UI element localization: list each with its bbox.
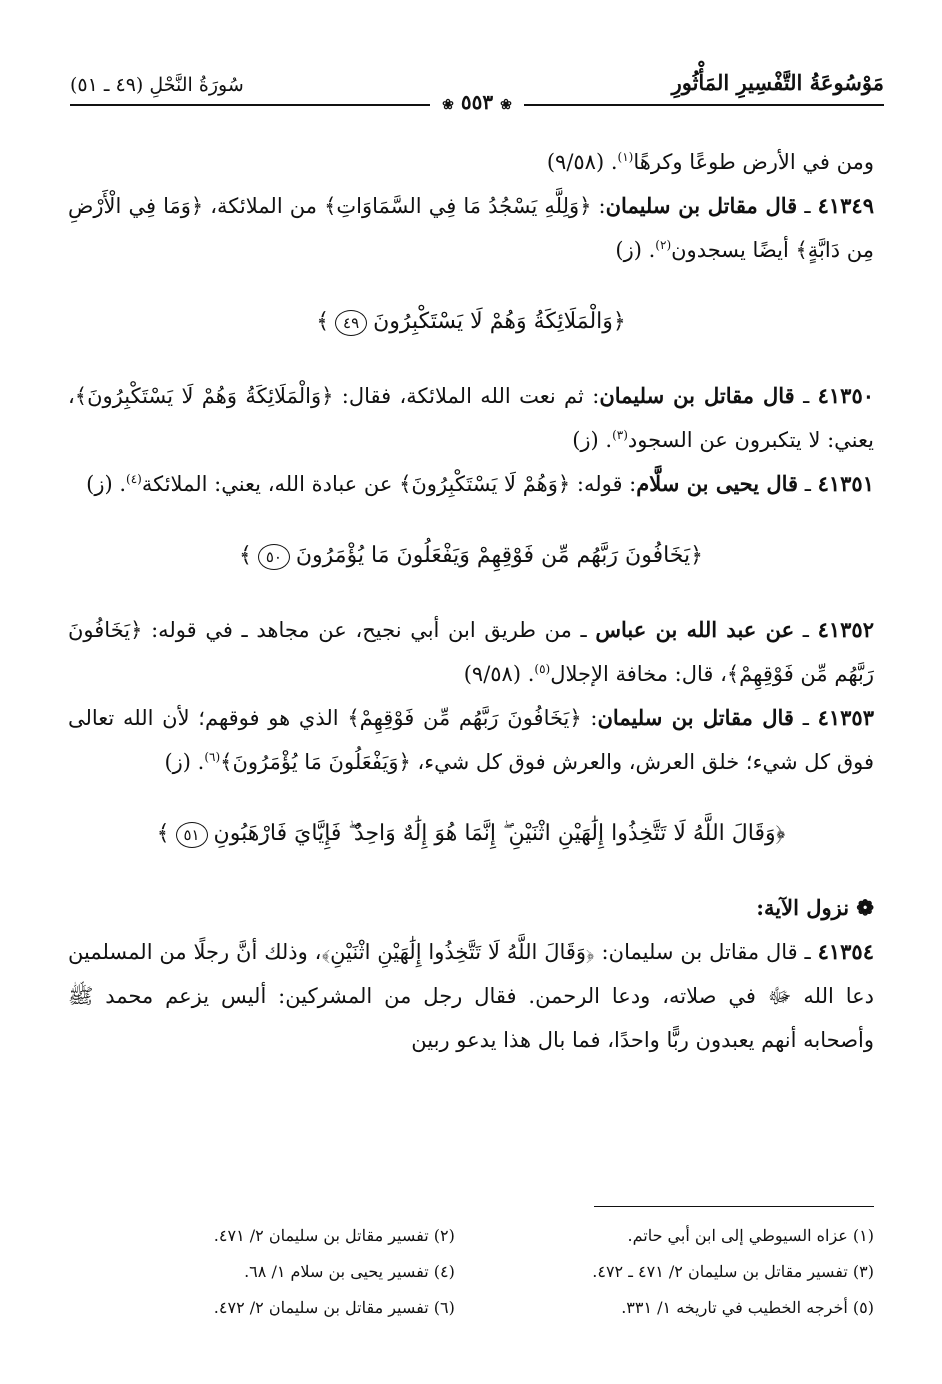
narrator: قال يحيى بن سلَّام <box>636 471 799 496</box>
footnote-ref[interactable]: (٤) <box>126 472 142 486</box>
narration-41354: ٤١٣٥٤ ـ قال مقاتل بن سليمان: ﴿وَقَالَ اللَّهُ لَا تَتَّخِذُوا إِلَٰهَيْنِ اثْنَيْنِ﴾، وذلك أنَّ رجلًا من المسلمين دعا الله ﷻ في صلاته، ودعا الرحمن. فقال رجل من المشركين: أليس يزعم محمد ﷺ وأصحابه أنهم يعبدون ربًّا واحدًا، فما بال هذا يدعو ربين <box>68 939 874 1052</box>
main-text <box>68 140 874 1062</box>
footnote-rule <box>594 1206 874 1207</box>
ayah-text: ﴿وَقَالَ اللَّهُ لَا تَتَّخِذُوا إِلَٰهَيْنِ اثْنَيْنِ ۖ إِنَّمَا هُوَ إِلَٰهٌ وَاحِدٌ ۖ فَإِيَّايَ فَارْهَبُونِ <box>213 821 786 846</box>
narration-number: ٤١٣٥٢ <box>817 617 874 642</box>
paragraph-text: : قوله: ﴿وَهُمْ لَا يَسْتَكْبِرُونَ﴾ عن عبادة الله، يعني: الملائكة <box>141 472 637 496</box>
paragraph-tail: . (ز) <box>164 750 205 774</box>
paragraph-text: : ﴿يَخَافُونَ رَبَّهُم مِّن فَوْقِهِمْ﴾ الذي هو فوقهم؛ لأن الله تعالى فوق كل شيء؛ خلق العرش، والعرش فوق كل شيء، ﴿وَيَفْعَلُونَ مَا يُؤْمَرُونَ﴾ <box>68 706 874 774</box>
narration-41351: ٤١٣٥١ ـ قال يحيى بن سلَّام: قوله: ﴿وَهُمْ لَا يَسْتَكْبِرُونَ﴾ عن عبادة الله، يعني: الملائكة$^{(٤)}$. (ز) <box>86 471 874 496</box>
paragraph-tail: . (٩/٥٨) <box>463 662 535 686</box>
narrator: عن عبد الله بن عباس <box>595 617 795 642</box>
footnote-ref[interactable]: (٥) <box>534 662 551 676</box>
paragraph-tail: . (ز) <box>86 472 127 496</box>
ayah-number: ٥٠ <box>258 544 290 570</box>
narrator: قال مقاتل بن سليمان <box>599 383 795 408</box>
paragraph-tail: . (٩/٥٨) <box>546 150 618 174</box>
paragraph-tail: . (ز) <box>615 238 656 262</box>
footnote-column-left <box>68 1218 455 1326</box>
narration-number: ٤١٣٥٤ <box>817 939 874 964</box>
page-header <box>70 70 884 114</box>
ayah-text: ﴿يَخَافُونَ رَبَّهُم مِّن فَوْقِهِمْ وَيَفْعَلُونَ مَا يُؤْمَرُونَ <box>295 543 704 568</box>
narration-number: ٤١٣٥٣ <box>817 705 874 730</box>
ayah-51 <box>68 812 874 856</box>
paragraph-continuation <box>68 140 874 184</box>
book-title: مَوْسُوعَةُ التَّفْسِيرِ المَأْثُورِ <box>671 70 884 95</box>
section-title: نزول الآية: <box>756 895 850 920</box>
ayah-49 <box>68 300 874 344</box>
ayah-bracket: ﴾ <box>156 821 170 846</box>
footnote-ref[interactable]: (٦) <box>204 750 221 764</box>
footnote-ref[interactable]: (٣) <box>612 428 628 442</box>
ayah-text: ﴿وَالْمَلَائِكَةُ وَهُمْ لَا يَسْتَكْبِرُونَ <box>373 309 626 334</box>
footnote-ref[interactable]: (١) <box>617 150 634 164</box>
page-number: ٥٥٣ <box>460 90 494 114</box>
ayah-bracket: ﴾ <box>316 309 330 334</box>
narrator: قال مقاتل بن سليمان <box>608 940 798 964</box>
narration-number: ٤١٣٤٩ <box>817 193 874 218</box>
surah-label: سُورَةُ النَّحْلِ (٤٩ ـ ٥١) <box>70 74 244 96</box>
footnote-3: (٣) تفسير مقاتل بن سليمان ٢/ ٤٧١ ـ ٤٧٢. <box>592 1262 874 1281</box>
paragraph-text: ومن في الأرض طوعًا وكرهًا <box>633 150 874 174</box>
ornament-icon: ❀ <box>500 97 512 113</box>
narrator: قال مقاتل بن سليمان <box>597 705 794 730</box>
section-heading <box>68 886 874 930</box>
narration-number: ٤١٣٥١ <box>817 471 874 496</box>
narration-41349: ٤١٣٤٩ ـ قال مقاتل بن سليمان: ﴿وَلِلَّهِ يَسْجُدُ مَا فِي السَّمَاوَاتِ﴾ من الملائكة، ﴿وَمَا فِي الْأَرْضِ مِن دَابَّةٍ﴾ أيضًا يسجدون$^{(٢)}$. (ز) <box>68 193 874 262</box>
ayah-number: ٥١ <box>176 822 208 848</box>
footnote-column-right <box>487 1218 874 1326</box>
paragraph-text: ـ من طريق ابن أبي نجيح، عن مجاهد ـ في قوله: ﴿يَخَافُونَ رَبَّهُم مِّن فَوْقِهِمْ﴾، قال: مخافة الإجلال <box>68 618 874 686</box>
ayah-bracket: ﴾ <box>238 543 252 568</box>
paragraph-text: : ثم نعت الله الملائكة، فقال: ﴿وَالْمَلَائِكَةُ وَهُمْ لَا يَسْتَكْبِرُونَ﴾، يعني: لا يتكبرون عن السجود <box>68 384 874 452</box>
narration-41353: ٤١٣٥٣ ـ قال مقاتل بن سليمان: ﴿يَخَافُونَ رَبَّهُم مِّن فَوْقِهِمْ﴾ الذي هو فوقهم؛ لأن الله تعالى فوق كل شيء؛ خلق العرش، والعرش فوق كل شيء، ﴿وَيَفْعَلُونَ مَا يُؤْمَرُونَ﴾$^{(٦)}$. (ز) <box>68 705 874 774</box>
footnote-6: (٦) تفسير مقاتل بن سليمان ٢/ ٤٧٢. <box>213 1298 455 1317</box>
footnote-4: (٤) تفسير يحيى بن سلام ١/ ٦٨. <box>244 1262 455 1281</box>
narrator: قال مقاتل بن سليمان <box>605 193 798 218</box>
paragraph-text: : ﴿وَلِلَّهِ يَسْجُدُ مَا فِي السَّمَاوَاتِ﴾ من الملائكة، ﴿وَمَا فِي الْأَرْضِ مِن دَابَّةٍ﴾ أيضًا يسجدون <box>68 194 874 262</box>
footnote-2: (٢) تفسير مقاتل بن سليمان ٢/ ٤٧١. <box>213 1226 455 1245</box>
page-number-group <box>430 90 524 114</box>
footnote-1: (١) عزاه السيوطي إلى ابن أبي حاتم. <box>627 1226 874 1245</box>
narration-41350: ٤١٣٥٠ ـ قال مقاتل بن سليمان: ثم نعت الله الملائكة، فقال: ﴿وَالْمَلَائِكَةُ وَهُمْ لَا يَسْتَكْبِرُونَ﴾، يعني: لا يتكبرون عن السجود$^{(٣)}$. (ز) <box>68 383 875 452</box>
paragraph-tail: . (ز) <box>572 428 613 452</box>
narration-number: ٤١٣٥٠ <box>817 383 875 408</box>
narration-41352: ٤١٣٥٢ ـ عن عبد الله بن عباس ـ من طريق ابن أبي نجيح، عن مجاهد ـ في قوله: ﴿يَخَافُونَ رَبَّهُم مِّن فَوْقِهِمْ﴾، قال: مخافة الإجلال$^{(٥)}$. (٩/٥٨) <box>68 617 874 686</box>
ayah-number: ٤٩ <box>335 310 367 336</box>
paragraph-text: : ﴿وَقَالَ اللَّهُ لَا تَتَّخِذُوا إِلَٰهَيْنِ اثْنَيْنِ﴾، وذلك أنَّ رجلًا من المسلمين دعا الله ﷻ في صلاته، ودعا الرحمن. فقال رجل من المشركين: أليس يزعم محمد ﷺ وأصحابه أنهم يعبدون ربًّا واحدًا، فما بال هذا يدعو ربين <box>68 940 874 1052</box>
flower-icon: ❁ <box>856 895 874 920</box>
footnote-ref[interactable]: (٢) <box>655 238 672 252</box>
page-number-wrap <box>70 90 884 114</box>
footnote-5: (٥) أخرجه الخطيب في تاريخه ١/ ٣٣١. <box>621 1298 874 1317</box>
ayah-50 <box>68 534 874 578</box>
ornament-icon: ❀ <box>442 97 454 113</box>
